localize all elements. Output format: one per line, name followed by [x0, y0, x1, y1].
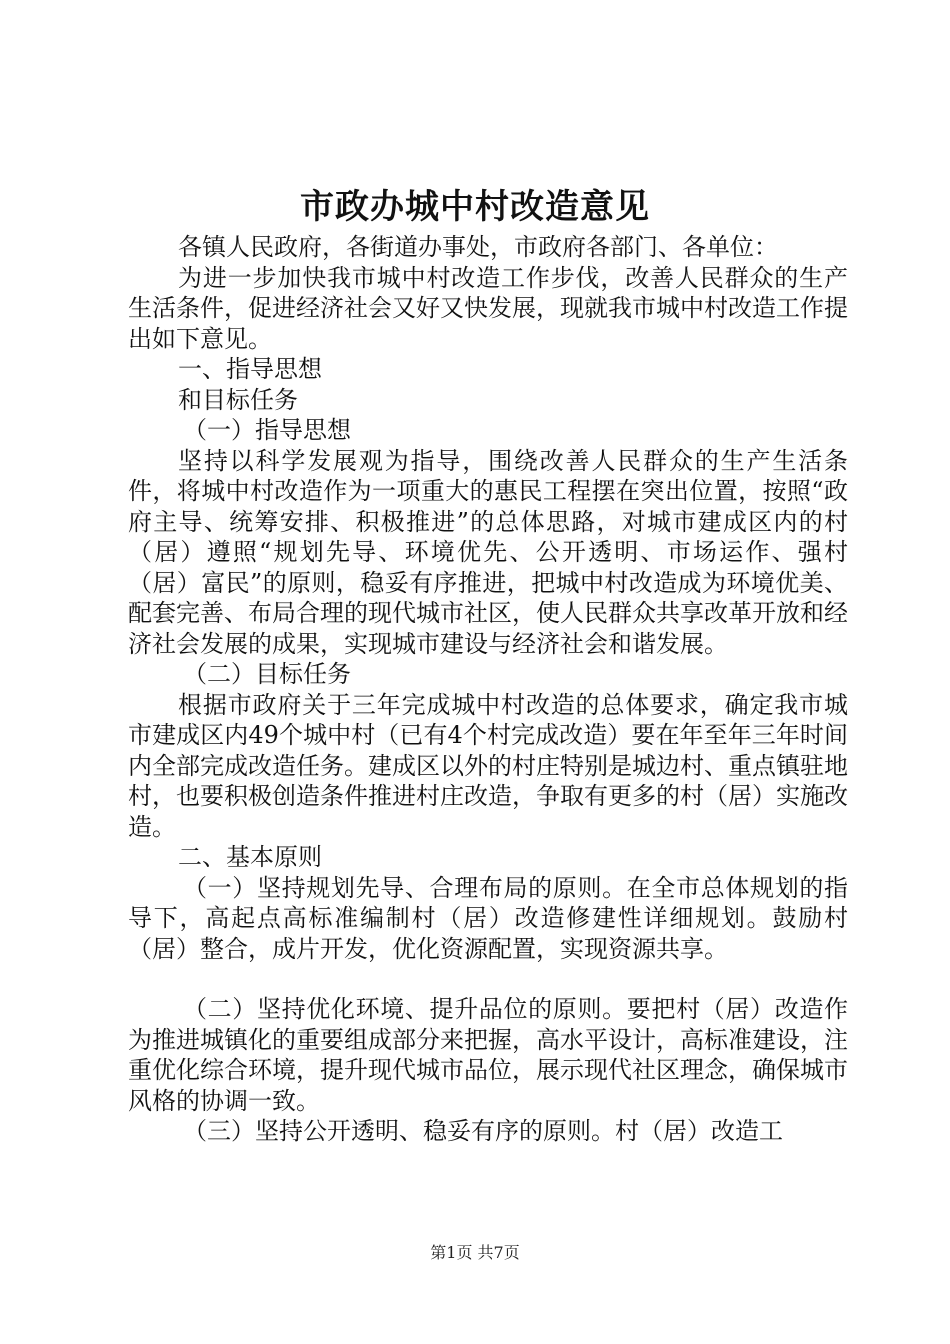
paragraph-principle-3: （三）坚持公开透明、稳妥有序的原则。村（居）改造工: [183, 1117, 783, 1145]
heading-subsection-1-1: （一）指导思想: [183, 416, 351, 444]
paragraph-target-task: 根据市政府关于三年完成城中村改造的总体要求，确定我市城市建成区内49个城中村（已有4个村完成改造）要在年至年三年时间内全部完成改造任务。建成区以外的村庄特别是城边村、重点镇驻地村，也要积极创造条件推进村庄改造，争取有更多的村（居）实施改造。: [128, 690, 848, 841]
heading-section-1: 一、指导思想: [178, 355, 322, 383]
paragraph-salutation: 各镇人民政府，各街道办事处，市政府各部门、各单位：: [178, 233, 778, 261]
heading-section-1-cont: 和目标任务: [178, 385, 298, 414]
document-body: [128, 232, 848, 1147]
paragraph-principle-2: （二）坚持优化环境、提升品位的原则。要把村（居）改造作为推进城镇化的重要组成部分来把握，高水平设计，高标准建设，注重优化综合环境，提升现代城市品位，展示现代社区理念，确保城市风格的协调一致。: [128, 995, 848, 1115]
paragraph-principle-1: （一）坚持规划先导、合理布局的原则。在全市总体规划的指导下，高起点高标准编制村（居）改造修建性详细规划。鼓励村（居）整合，成片开发，优化资源配置，实现资源共享。: [128, 873, 848, 963]
paragraph-intro: 为进一步加快我市城中村改造工作步伐，改善人民群众的生产生活条件，促进经济社会又好又快发展，现就我市城中村改造工作提出如下意见。: [128, 263, 848, 353]
heading-section-2: 二、基本原则: [178, 843, 322, 871]
heading-subsection-1-2: （二）目标任务: [183, 660, 351, 688]
paragraph-guiding-thought: 坚持以科学发展观为指导，围绕改善人民群众的生产生活条件，将城中村改造作为一项重大的惠民工程摆在突出位置，按照“政府主导、统筹安排、积极推进”的总体思路，对城市建成区内的村（居）遵照“规划先导、环境优先、公开透明、市场运作、强村（居）富民”的原则，稳妥有序推进，把城中村改造成为环境优美、配套完善、布局合理的现代城市社区，使人民群众共享改革开放和经济社会发展的成果，实现城市建设与经济社会和谐发展。: [128, 446, 848, 658]
page-footer: 第1页 共7页: [430, 1243, 520, 1262]
document-title: 市政办城中村改造意见: [300, 187, 650, 227]
